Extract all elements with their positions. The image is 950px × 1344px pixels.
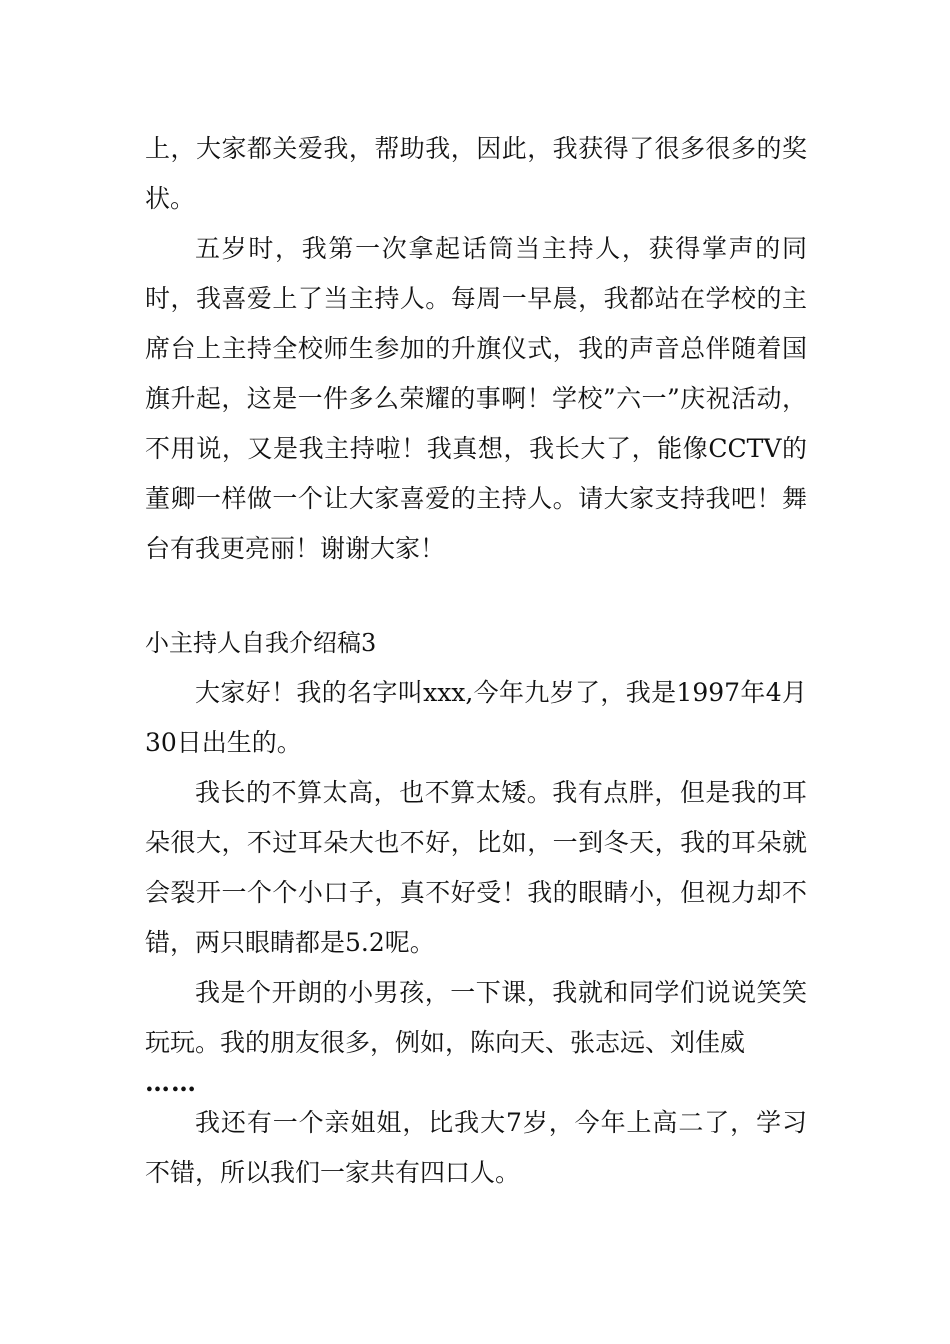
paragraph-intro: 大家好！我的名字叫xxx,今年九岁了，我是1997年4月30日出生的。 xyxy=(145,678,807,757)
paragraph-appearance: 我长的不算太高，也不算太矮。我有点胖，但是我的耳朵很大，不过耳朵大也不好，比如，一到冬天，我的耳朵就会裂开一个个小口子，真不好受！我的眼睛小，但视力却不错，两只眼睛都是5.2呢。 xyxy=(145,778,807,957)
continuation-paragraph: 上，大家都关爱我，帮助我，因此，我获得了很多很多的奖状。 xyxy=(145,134,807,213)
document-body xyxy=(145,124,807,1198)
section-heading: 小主持人自我介绍稿3 xyxy=(145,629,377,657)
paragraph-host-experience: 五岁时，我第一次拿起话筒当主持人，获得掌声的同时，我喜爱上了当主持人。每周一早晨，我都站在学校的主席台上主持全校师生参加的升旗仪式，我的声音总伴随着国旗升起，这是一件多么荣耀的事啊！学校”六一”庆祝活动，不用说，又是我主持啦！我真想，我长大了，能像CCTV的董卿一样做一个让大家喜爱的主持人。请大家支持我吧！舞台有我更亮丽！谢谢大家！ xyxy=(145,234,807,563)
paragraph-family: 我还有一个亲姐姐，比我大7岁，今年上高二了，学习不错，所以我们一家共有四口人。 xyxy=(145,1108,807,1187)
paragraph-friends: 我是个开朗的小男孩，一下课，我就和同学们说说笑笑玩玩。我的朋友很多，例如，陈向天、张志远、刘佳威 xyxy=(145,978,807,1057)
paragraph-friends-ellipsis: …… xyxy=(145,1068,197,1097)
